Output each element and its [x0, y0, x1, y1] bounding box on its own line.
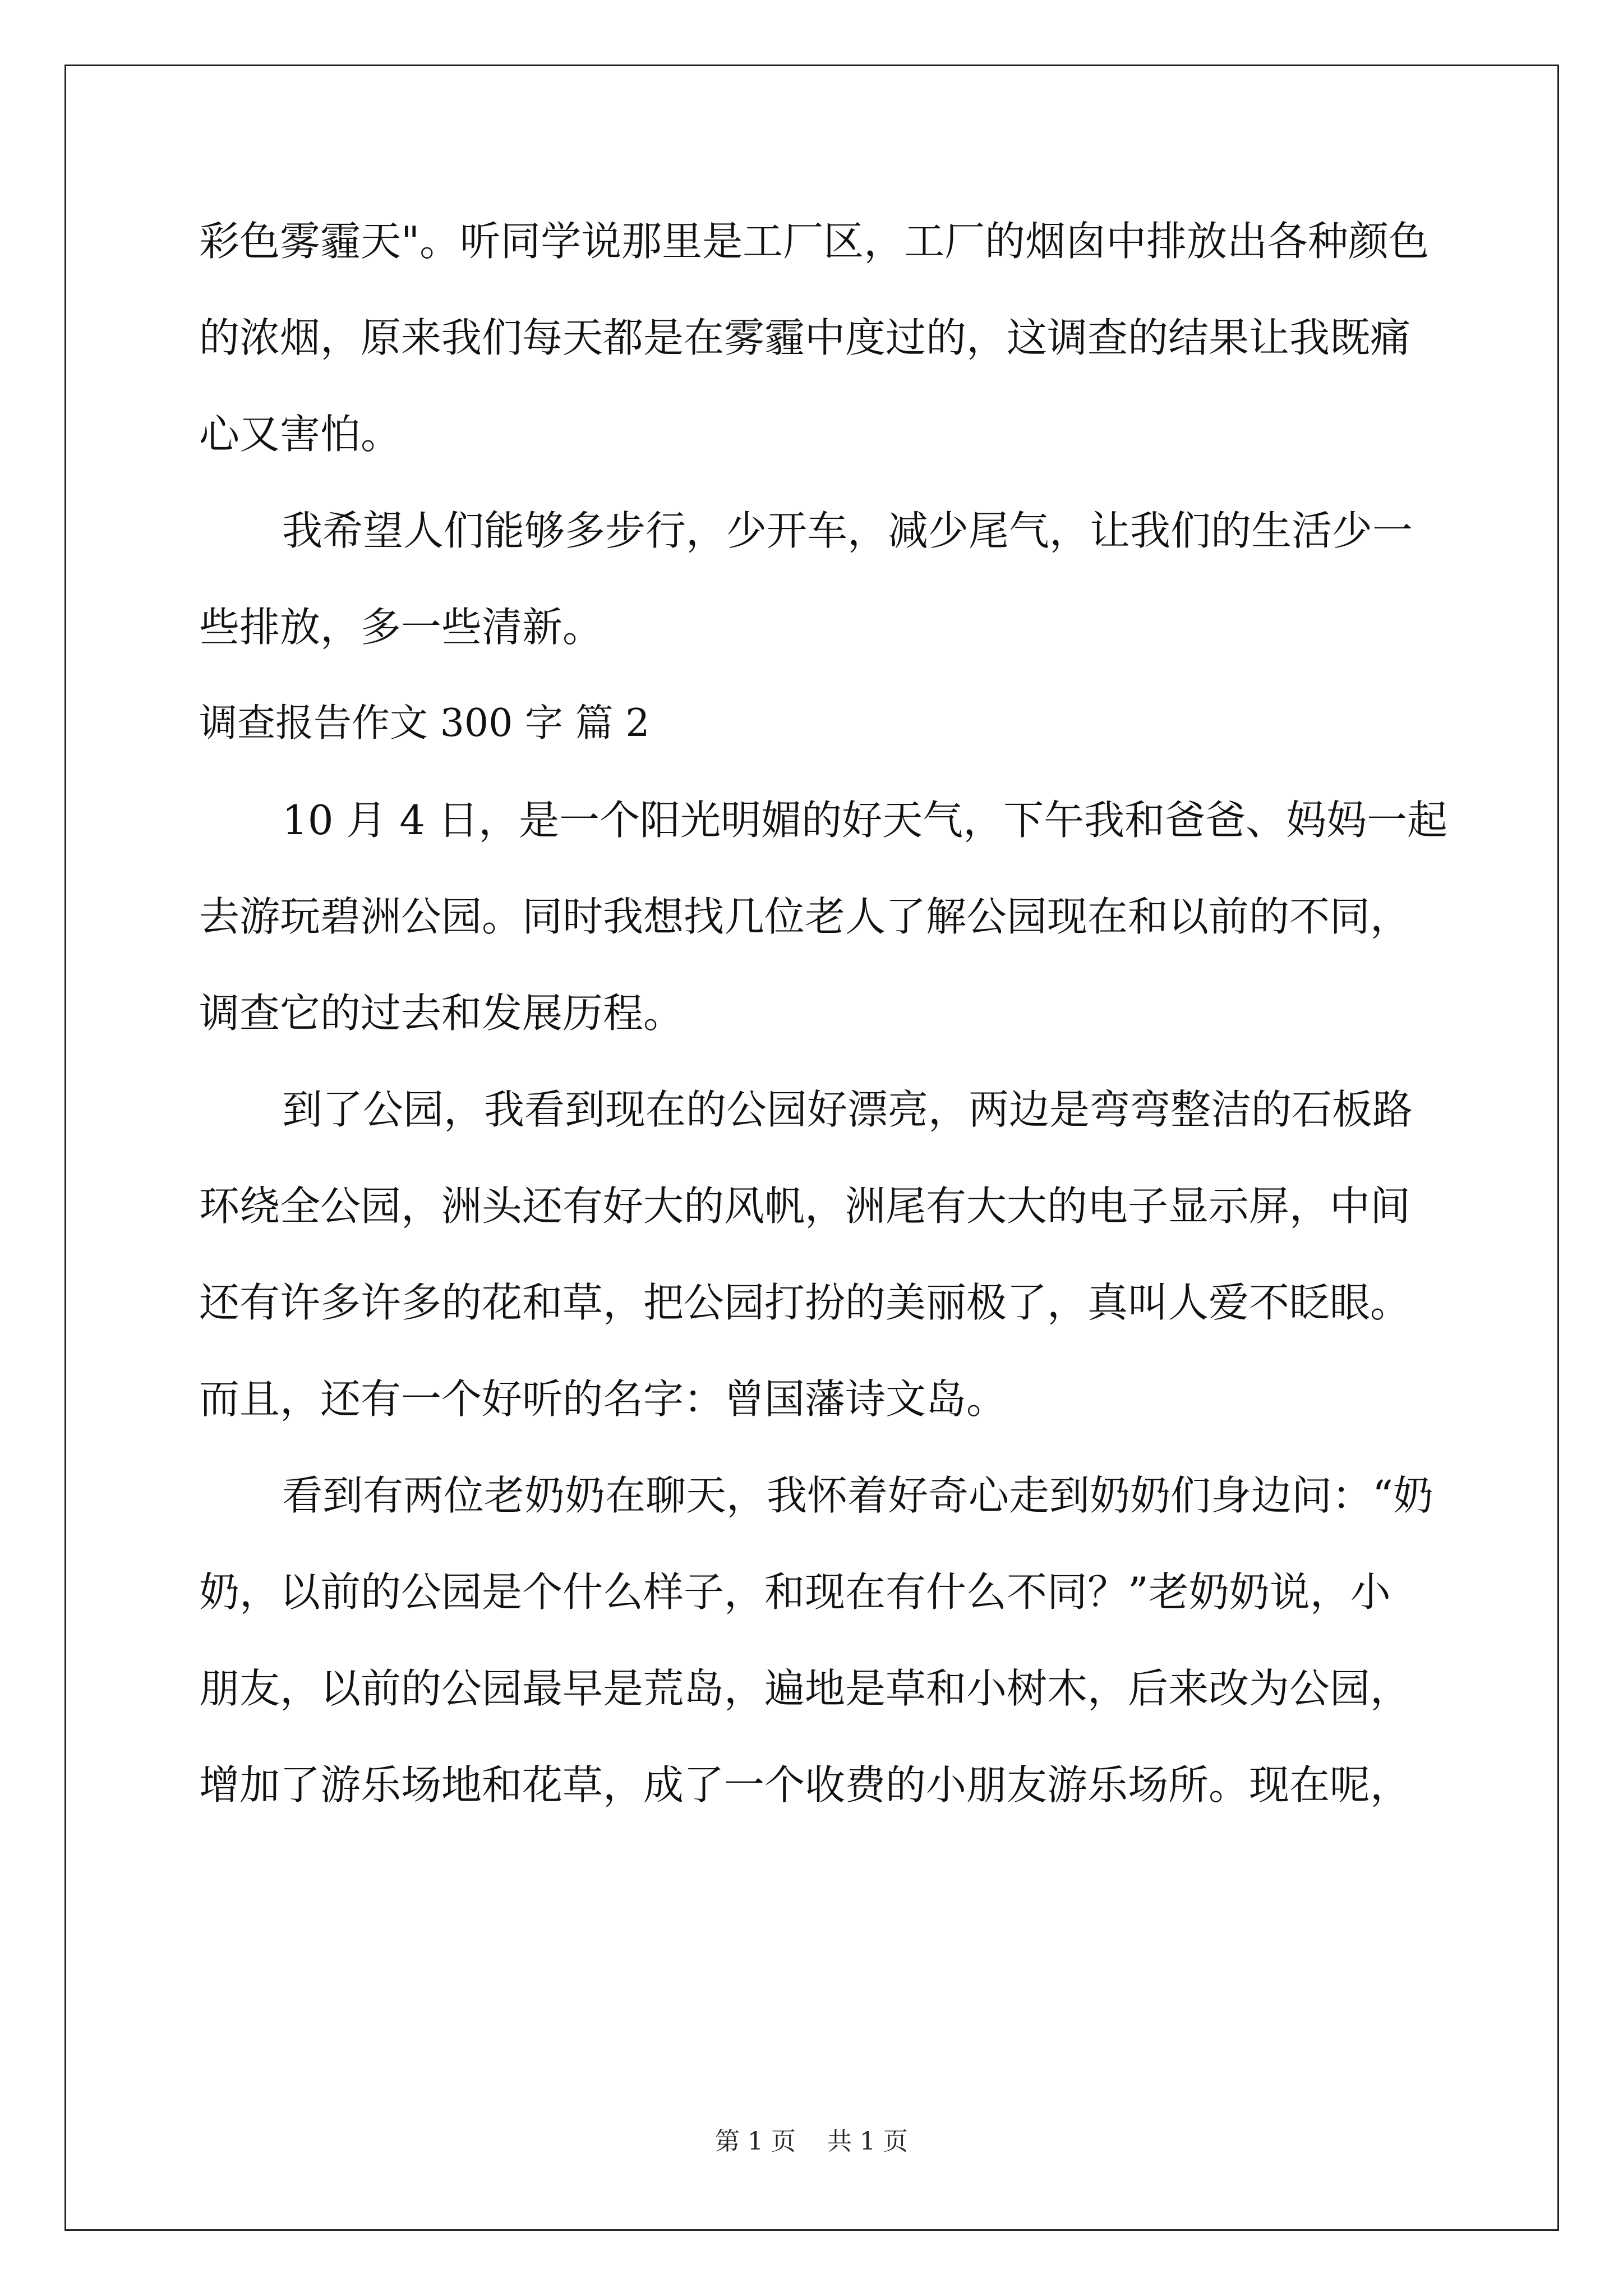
paragraph-line: 10 月 4 日，是一个阳光明媚的好天气，下午我和爸爸、妈妈一起 — [282, 797, 1448, 844]
page-number-footer: 第 1 页 共 1 页 — [715, 2127, 908, 2156]
text-line: 增加了游乐场地和花草，成了一个收费的小朋友游乐场所。现在呢， — [199, 1761, 1411, 1809]
text-line: 调查它的过去和发展历程。 — [199, 990, 684, 1037]
text-line: 还有许多许多的花和草，把公园打扮的美丽极了，真叫人爱不眨眼。 — [199, 1279, 1411, 1326]
text-line: 朋友，以前的公园最早是荒岛，遍地是草和小树木，后来改为公园， — [199, 1665, 1411, 1712]
text-line: 的浓烟，原来我们每天都是在雾霾中度过的，这调查的结果让我既痛 — [199, 314, 1411, 361]
text-line: 环绕全公园，洲头还有好大的风帆，洲尾有大大的电子显示屏，中间 — [199, 1182, 1411, 1230]
paragraph-line: 我希望人们能够多步行，少开车，减少尾气，让我们的生活少一 — [282, 507, 1413, 554]
text-line: 去游玩碧洲公园。同时我想找几位老人了解公园现在和以前的不同， — [199, 893, 1411, 940]
page-border — [64, 65, 1559, 2231]
text-line: 些排放，多一些清新。 — [199, 604, 603, 651]
text-line: 心又害怕。 — [199, 411, 402, 458]
text-line: 奶，以前的公园是个什么样子，和现在有什么不同？”老奶奶说，小 — [199, 1568, 1391, 1616]
text-line: 而且，还有一个好听的名字：曾国藩诗文岛。 — [199, 1375, 1007, 1423]
section-heading: 调查报告作文 300 字 篇 2 — [199, 701, 650, 746]
text-line: 彩色雾霾天"。听同学说那里是工厂区，工厂的烟囱中排放出各种颜色 — [199, 218, 1430, 265]
paragraph-line: 看到有两位老奶奶在聊天，我怀着好奇心走到奶奶们身边问：“奶 — [282, 1472, 1433, 1519]
paragraph-line: 到了公园，我看到现在的公园好漂亮，两边是弯弯整洁的石板路 — [282, 1086, 1413, 1133]
